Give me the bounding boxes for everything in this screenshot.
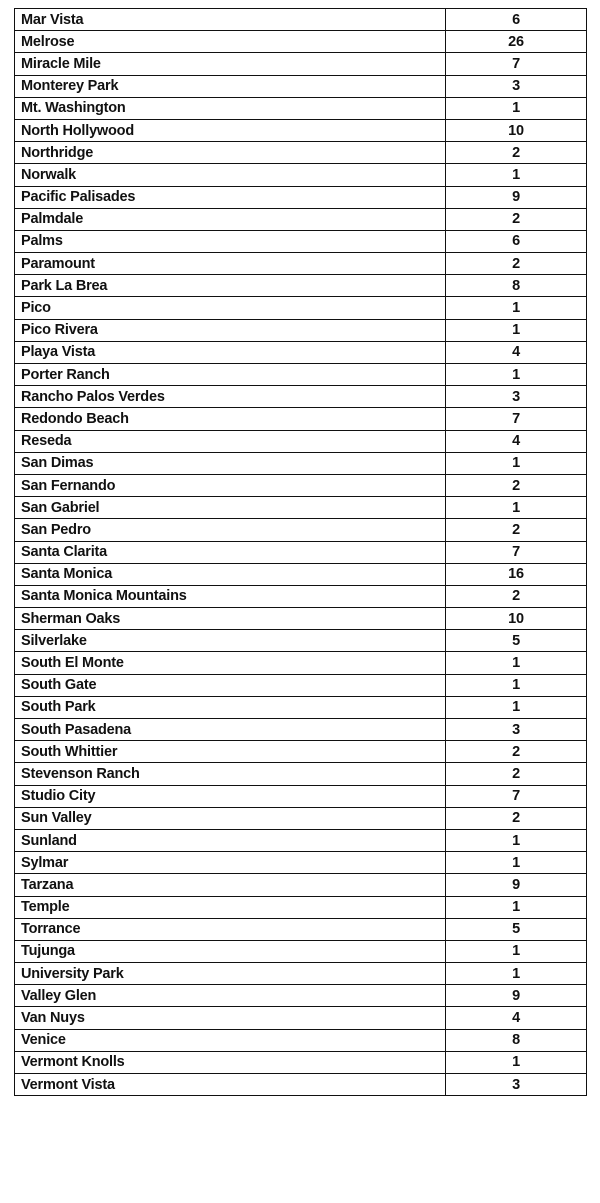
table-row — [15, 430, 587, 452]
count-cell: 3 — [446, 719, 587, 741]
count-cell: 4 — [446, 1007, 587, 1029]
table-row — [15, 208, 587, 230]
count-cell: 9 — [446, 186, 587, 208]
count-cell: 1 — [446, 674, 587, 696]
neighborhood-name-cell: South Gate — [15, 674, 446, 696]
neighborhood-name-cell: San Gabriel — [15, 497, 446, 519]
neighborhood-name-cell: Mt. Washington — [15, 97, 446, 119]
table-row — [15, 97, 587, 119]
table-row — [15, 1029, 587, 1051]
count-cell: 1 — [446, 652, 587, 674]
neighborhood-name-cell: Paramount — [15, 253, 446, 275]
table-row — [15, 585, 587, 607]
count-cell: 10 — [446, 119, 587, 141]
count-cell: 4 — [446, 341, 587, 363]
neighborhood-name-cell: Monterey Park — [15, 75, 446, 97]
table-row — [15, 807, 587, 829]
count-cell: 1 — [446, 364, 587, 386]
count-cell: 10 — [446, 608, 587, 630]
neighborhood-name-cell: South Pasadena — [15, 719, 446, 741]
table-row — [15, 652, 587, 674]
neighborhood-name-cell: Palmdale — [15, 208, 446, 230]
count-cell: 9 — [446, 874, 587, 896]
table-row — [15, 541, 587, 563]
count-cell: 1 — [446, 319, 587, 341]
count-cell: 4 — [446, 430, 587, 452]
neighborhood-name-cell: Melrose — [15, 31, 446, 53]
neighborhood-name-cell: Santa Monica — [15, 563, 446, 585]
table-row — [15, 275, 587, 297]
table-row — [15, 186, 587, 208]
table-row — [15, 53, 587, 75]
neighborhood-name-cell: Miracle Mile — [15, 53, 446, 75]
table-row — [15, 341, 587, 363]
neighborhood-name-cell: Tarzana — [15, 874, 446, 896]
table-row — [15, 497, 587, 519]
neighborhood-name-cell: Pacific Palisades — [15, 186, 446, 208]
neighborhood-name-cell: Park La Brea — [15, 275, 446, 297]
count-cell: 1 — [446, 164, 587, 186]
neighborhood-name-cell: Van Nuys — [15, 1007, 446, 1029]
table-row — [15, 452, 587, 474]
neighborhood-name-cell: Mar Vista — [15, 9, 446, 31]
count-cell: 5 — [446, 918, 587, 940]
neighborhood-name-cell: Torrance — [15, 918, 446, 940]
count-cell: 7 — [446, 408, 587, 430]
table-row — [15, 696, 587, 718]
count-cell: 2 — [446, 519, 587, 541]
neighborhood-name-cell: Norwalk — [15, 164, 446, 186]
table-row — [15, 1007, 587, 1029]
count-cell: 2 — [446, 208, 587, 230]
table-row — [15, 9, 587, 31]
neighborhood-name-cell: Sylmar — [15, 852, 446, 874]
neighborhood-name-cell: Palms — [15, 230, 446, 252]
neighborhood-name-cell: Stevenson Ranch — [15, 763, 446, 785]
table-row — [15, 1051, 587, 1073]
neighborhood-name-cell: Vermont Knolls — [15, 1051, 446, 1073]
count-cell: 16 — [446, 563, 587, 585]
count-cell: 8 — [446, 1029, 587, 1051]
table-row — [15, 608, 587, 630]
table-row — [15, 31, 587, 53]
count-cell: 7 — [446, 785, 587, 807]
table-row — [15, 918, 587, 940]
count-cell: 1 — [446, 852, 587, 874]
neighborhood-name-cell: Venice — [15, 1029, 446, 1051]
neighborhood-name-cell: North Hollywood — [15, 119, 446, 141]
count-cell: 2 — [446, 253, 587, 275]
neighborhood-name-cell: Santa Clarita — [15, 541, 446, 563]
neighborhood-name-cell: Porter Ranch — [15, 364, 446, 386]
count-cell: 7 — [446, 541, 587, 563]
count-cell: 1 — [446, 497, 587, 519]
neighborhood-name-cell: Tujunga — [15, 940, 446, 962]
neighborhood-count-table — [14, 8, 587, 1096]
neighborhood-name-cell: Pico Rivera — [15, 319, 446, 341]
neighborhood-name-cell: Sun Valley — [15, 807, 446, 829]
neighborhood-name-cell: Studio City — [15, 785, 446, 807]
neighborhood-name-cell: Pico — [15, 297, 446, 319]
count-cell: 7 — [446, 53, 587, 75]
count-cell: 6 — [446, 9, 587, 31]
table-row — [15, 230, 587, 252]
neighborhood-name-cell: Redondo Beach — [15, 408, 446, 430]
table-row — [15, 563, 587, 585]
table-row — [15, 719, 587, 741]
table-row — [15, 630, 587, 652]
neighborhood-name-cell: South Whittier — [15, 741, 446, 763]
count-cell: 2 — [446, 741, 587, 763]
count-cell: 5 — [446, 630, 587, 652]
count-cell: 6 — [446, 230, 587, 252]
neighborhood-name-cell: Rancho Palos Verdes — [15, 386, 446, 408]
table-row — [15, 741, 587, 763]
table-row — [15, 785, 587, 807]
table-body — [15, 9, 587, 1096]
count-cell: 9 — [446, 985, 587, 1007]
count-cell: 2 — [446, 763, 587, 785]
count-cell: 1 — [446, 829, 587, 851]
table-row — [15, 408, 587, 430]
table-row — [15, 474, 587, 496]
count-cell: 1 — [446, 1051, 587, 1073]
count-cell: 3 — [446, 1074, 587, 1096]
neighborhood-name-cell: San Dimas — [15, 452, 446, 474]
table-row — [15, 75, 587, 97]
table-row — [15, 985, 587, 1007]
count-cell: 3 — [446, 75, 587, 97]
neighborhood-name-cell: Northridge — [15, 142, 446, 164]
count-cell: 1 — [446, 896, 587, 918]
neighborhood-name-cell: South Park — [15, 696, 446, 718]
neighborhood-name-cell: Vermont Vista — [15, 1074, 446, 1096]
neighborhood-name-cell: San Fernando — [15, 474, 446, 496]
neighborhood-name-cell: Temple — [15, 896, 446, 918]
count-cell: 2 — [446, 142, 587, 164]
table-row — [15, 142, 587, 164]
count-cell: 1 — [446, 696, 587, 718]
table-row — [15, 164, 587, 186]
count-cell: 2 — [446, 585, 587, 607]
table-row — [15, 674, 587, 696]
neighborhood-name-cell: South El Monte — [15, 652, 446, 674]
table-row — [15, 319, 587, 341]
neighborhood-name-cell: San Pedro — [15, 519, 446, 541]
count-cell: 1 — [446, 940, 587, 962]
count-cell: 2 — [446, 807, 587, 829]
table-row — [15, 297, 587, 319]
table-row — [15, 763, 587, 785]
table-row — [15, 829, 587, 851]
table-row — [15, 874, 587, 896]
count-cell: 2 — [446, 474, 587, 496]
table-row — [15, 963, 587, 985]
table-row — [15, 364, 587, 386]
neighborhood-name-cell: Santa Monica Mountains — [15, 585, 446, 607]
table-row — [15, 940, 587, 962]
neighborhood-name-cell: University Park — [15, 963, 446, 985]
neighborhood-name-cell: Reseda — [15, 430, 446, 452]
table-row — [15, 119, 587, 141]
neighborhood-name-cell: Valley Glen — [15, 985, 446, 1007]
neighborhood-name-cell: Silverlake — [15, 630, 446, 652]
count-cell: 1 — [446, 963, 587, 985]
neighborhood-name-cell: Sherman Oaks — [15, 608, 446, 630]
table-row — [15, 519, 587, 541]
count-cell: 3 — [446, 386, 587, 408]
neighborhood-name-cell: Playa Vista — [15, 341, 446, 363]
table-row — [15, 896, 587, 918]
count-cell: 1 — [446, 452, 587, 474]
table-row — [15, 253, 587, 275]
count-cell: 1 — [446, 97, 587, 119]
table-row — [15, 852, 587, 874]
count-cell: 8 — [446, 275, 587, 297]
count-cell: 26 — [446, 31, 587, 53]
table-row — [15, 1074, 587, 1096]
count-cell: 1 — [446, 297, 587, 319]
table-row — [15, 386, 587, 408]
neighborhood-name-cell: Sunland — [15, 829, 446, 851]
